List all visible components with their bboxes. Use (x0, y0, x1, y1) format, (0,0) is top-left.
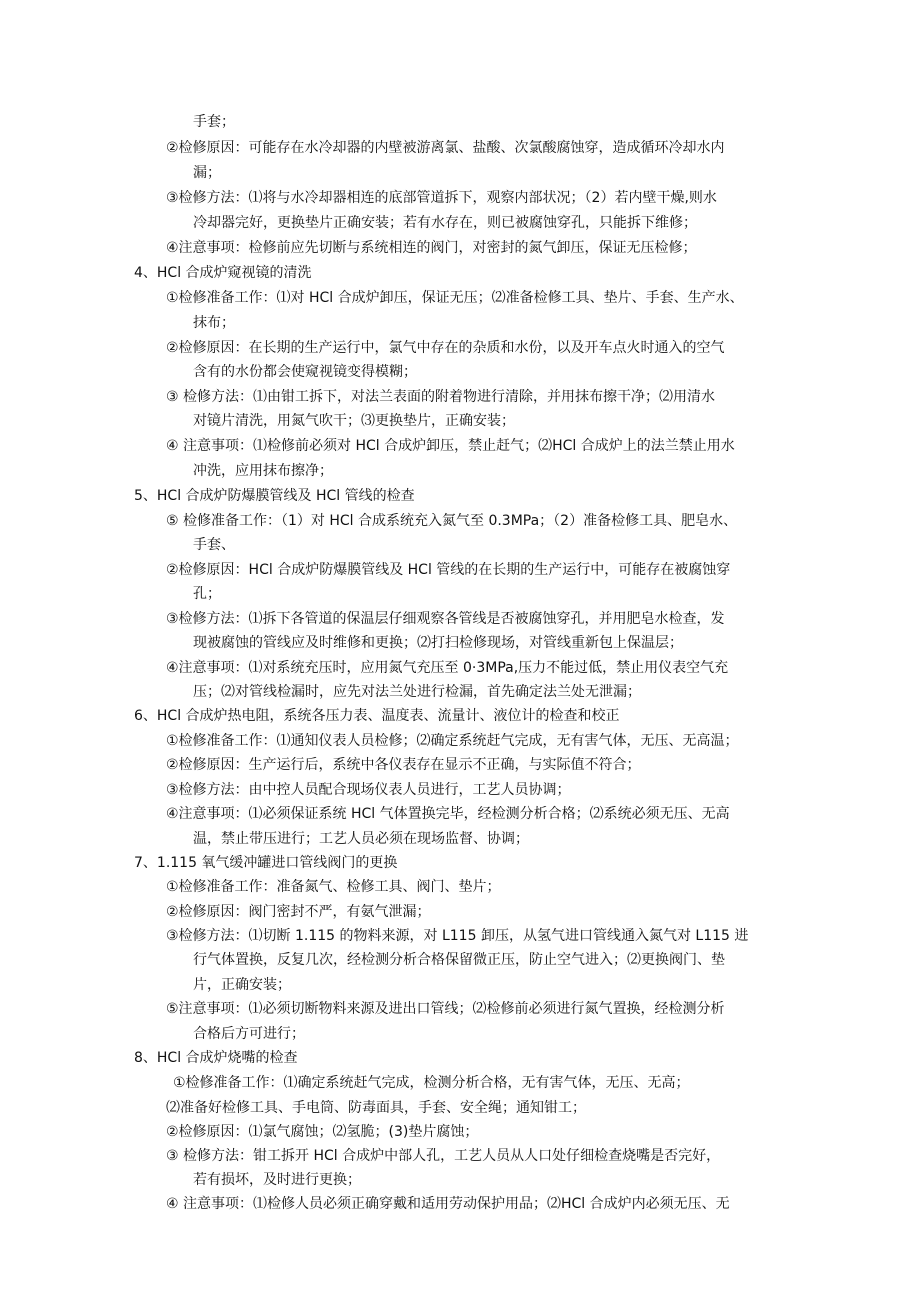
text-line: 孔； (193, 586, 221, 602)
text-line: ①检修准备工作：⑴对 HCl 合成炉卸压，保证无压；⑵准备检修工具、垫片、手套、生产水、 (166, 290, 744, 306)
text-line: ④注意事项：⑴对系统充压时，应用氮气充压至 0·3MPa,压力不能过低，禁止用仪表空气充 (166, 660, 729, 676)
text-line: ⑤注意事项：⑴必须切断物料来源及进出口管线；⑵检修前必须进行氮气置换，经检测分析 (166, 1001, 725, 1017)
text-line: ①检修准备工作：准备氮气、检修工具、阀门、垫片； (166, 879, 501, 895)
section-heading: 6、HCl 合成炉热电阻，系统各压力表、温度表、流量计、液位计的检查和校正 (134, 708, 620, 724)
text-line: ④ 注意事项：⑴检修前必须对 HCl 合成炉卸压，禁止赶气；⑵HCl 合成炉上的法兰禁止用水 (166, 438, 735, 454)
text-line: ⑵准备好检修工具、手电筒、防毒面具，手套、安全绳；通知钳工； (166, 1100, 586, 1116)
text-line: ②检修原因：阀门密封不严，有氨气泄漏； (166, 904, 431, 920)
text-line: 压；⑵对管线检漏时，应先对法兰处进行检漏，首先确定法兰处无泄漏； (193, 684, 641, 700)
text-line: 手套； (193, 114, 235, 130)
section-heading: 8、HCl 合成炉烧嘴的检查 (134, 1050, 298, 1066)
text-line: ③检修方法：⑴切断 1.115 的物料来源，对 L115 卸压，从氢气进口管线通入氮气对 L115 进 (166, 928, 749, 944)
text-line: ③ 检修方法：钳工拆开 HCl 合成炉中部人孔，工艺人员从人口处仔细检查烧嘴是否完好， (166, 1148, 721, 1164)
text-line: ②检修原因：在长期的生产运行中，氯气中存在的杂质和水份，以及开车点火时通入的空气 (166, 340, 725, 356)
text-line: 若有损坏，及时进行更换； (193, 1172, 361, 1188)
text-line: 合格后方可进行； (193, 1026, 305, 1042)
text-line: ②检修原因：HCl 合成炉防爆膜管线及 HCl 管线的在长期的生产运行中，可能存在被腐蚀穿 (166, 562, 731, 578)
text-line: 漏； (193, 165, 221, 181)
text-line: ②检修原因：⑴氯气腐蚀；⑵氢脆；(3)垫片腐蚀； (166, 1124, 479, 1140)
text-line: ①检修准备工作：⑴通知仪表人员检修；⑵确定系统赶气完成，无有害气体，无压、无高温； (166, 733, 739, 749)
text-line: 温，禁止带压进行；工艺人员必须在现场监督、协调； (193, 831, 529, 847)
section-heading: 5、HCl 合成炉防爆膜管线及 HCl 管线的检查 (134, 488, 415, 504)
text-line: ③检修方法：⑴拆下各管道的保温层仔细观察各管线是否被腐蚀穿孔，并用肥皂水检查，发 (166, 611, 725, 627)
text-line: 对镜片清洗，用氮气吹干；⑶更换垫片，正确安装； (193, 413, 515, 429)
text-line: ④注意事项：⑴必须保证系统 HCl 气体置换完毕，经检测分析合格；⑵系统必须无压、无高 (166, 806, 730, 822)
text-line: ⑤ 检修准备工作：（1）对 HCl 合成系统充入氮气至 0.3MPa；（2）准备检修工具、肥皂水、 (166, 513, 738, 529)
section-heading: 7、1.115 氧气缓冲罐进口管线阀门的更换 (134, 855, 398, 871)
text-line: ③ 检修方法：⑴由钳工拆下，对法兰表面的附着物进行清除，并用抹布擦干净；⑵用清水 (166, 389, 715, 405)
text-line: 冷却器完好，更换垫片正确安装；若有水存在，则已被腐蚀穿孔，只能拆下维修； (193, 215, 697, 231)
text-line: 冲洗，应用抹布擦净； (193, 463, 333, 479)
text-line: ④注意事项：检修前应先切断与系统相连的阀门，对密封的氮气卸压，保证无压检修； (166, 240, 697, 256)
text-line: 手套、 (193, 537, 235, 553)
text-line: 含有的水份都会使窥视镜变得模糊； (193, 364, 417, 380)
text-line: ②检修原因：可能存在水冷却器的内壁被游离氯、盐酸、次氯酸腐蚀穿，造成循环冷却水内 (166, 140, 725, 156)
text-line: ①检修准备工作：⑴确定系统赶气完成，检测分析合格，无有害气体，无压、无高； (173, 1075, 690, 1091)
text-line: ②检修原因：生产运行后，系统中各仪表存在显示不正确，与实际值不符合； (166, 757, 641, 773)
text-line: 抹布； (193, 315, 235, 331)
text-line: ④ 注意事项：⑴检修人员必须正确穿戴和适用劳动保护用品；⑵HCl 合成炉内必须无压、无 (166, 1196, 730, 1212)
section-heading: 4、HCl 合成炉窥视镜的清洗 (134, 265, 312, 281)
text-line: 现被腐蚀的管线应及时维修和更换；⑵打扫检修现场，对管线重新包上保温层； (193, 635, 683, 651)
text-line: ③检修方法：⑴将与水冷却器相连的底部管道拆下，观察内部状况；（2）若内壁干燥,则水 (166, 190, 717, 206)
text-line: 片，正确安装； (193, 977, 291, 993)
text-line: 行气体置换，反复几次，经检测分析合格保留微正压，防止空气进入；⑵更换阀门、垫 (193, 952, 725, 968)
text-line: ③检修方法：由中控人员配合现场仪表人员进行，工艺人员协调； (166, 782, 571, 798)
